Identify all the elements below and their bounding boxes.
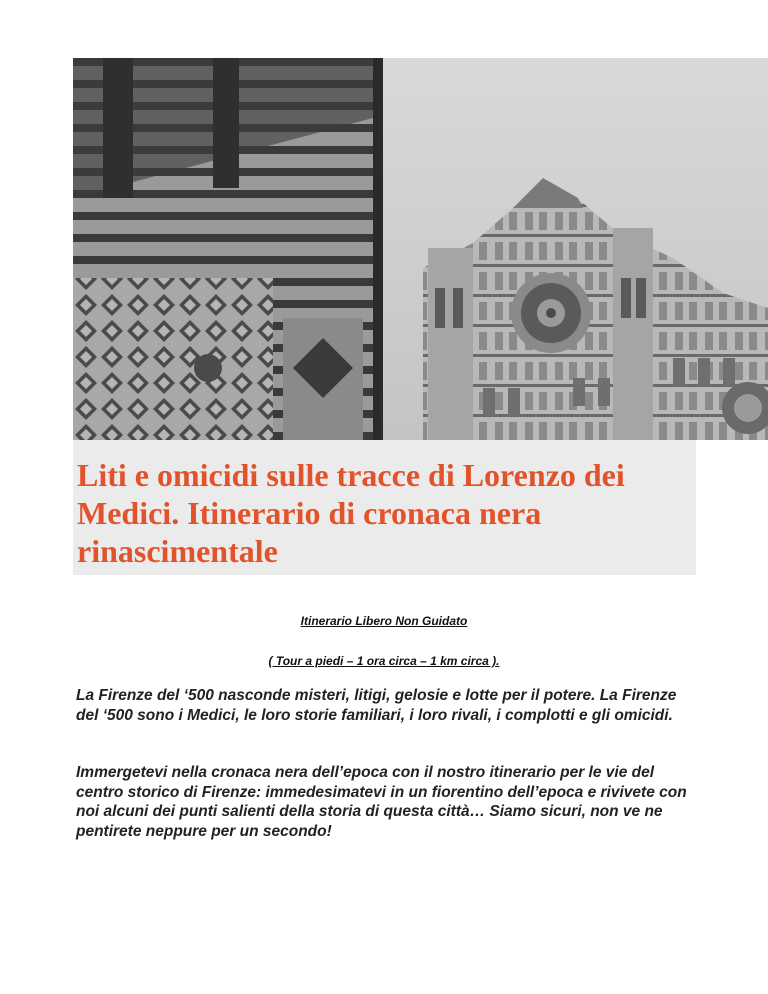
intro-paragraph: La Firenze del ‘500 nasconde misteri, litigi, gelosie e lotte per il potere. La Firenze del ‘500 sono i Medici, le loro storie familiari, i loro rivali, i complotti e gli omicidi. [76,687,677,724]
tour-type: Itinerario Libero Non Guidato [300,614,468,628]
tour-details: ( Tour a piedi – 1 ora circa – 1 km circa ). [268,654,500,668]
page-title: Liti e omicidi sulle tracce di Lorenzo dei Medici. Itinerario di cronaca nera rinascimentale [77,457,625,569]
description-paragraph: Immergetevi nella cronaca nera dell’epoca con il nostro itinerario per le vie del centro storico di Firenze: immedesimatevi in un fiorentino dell’epoca e rivivete con noi alcuni dei punti salienti della storia di questa città… Siamo sicuri, non ve ne pentirete neppure per un secondo! [76,764,687,840]
hero-photo [73,58,768,440]
title-box [73,440,696,575]
florence-cathedral-photo-icon [73,58,768,440]
